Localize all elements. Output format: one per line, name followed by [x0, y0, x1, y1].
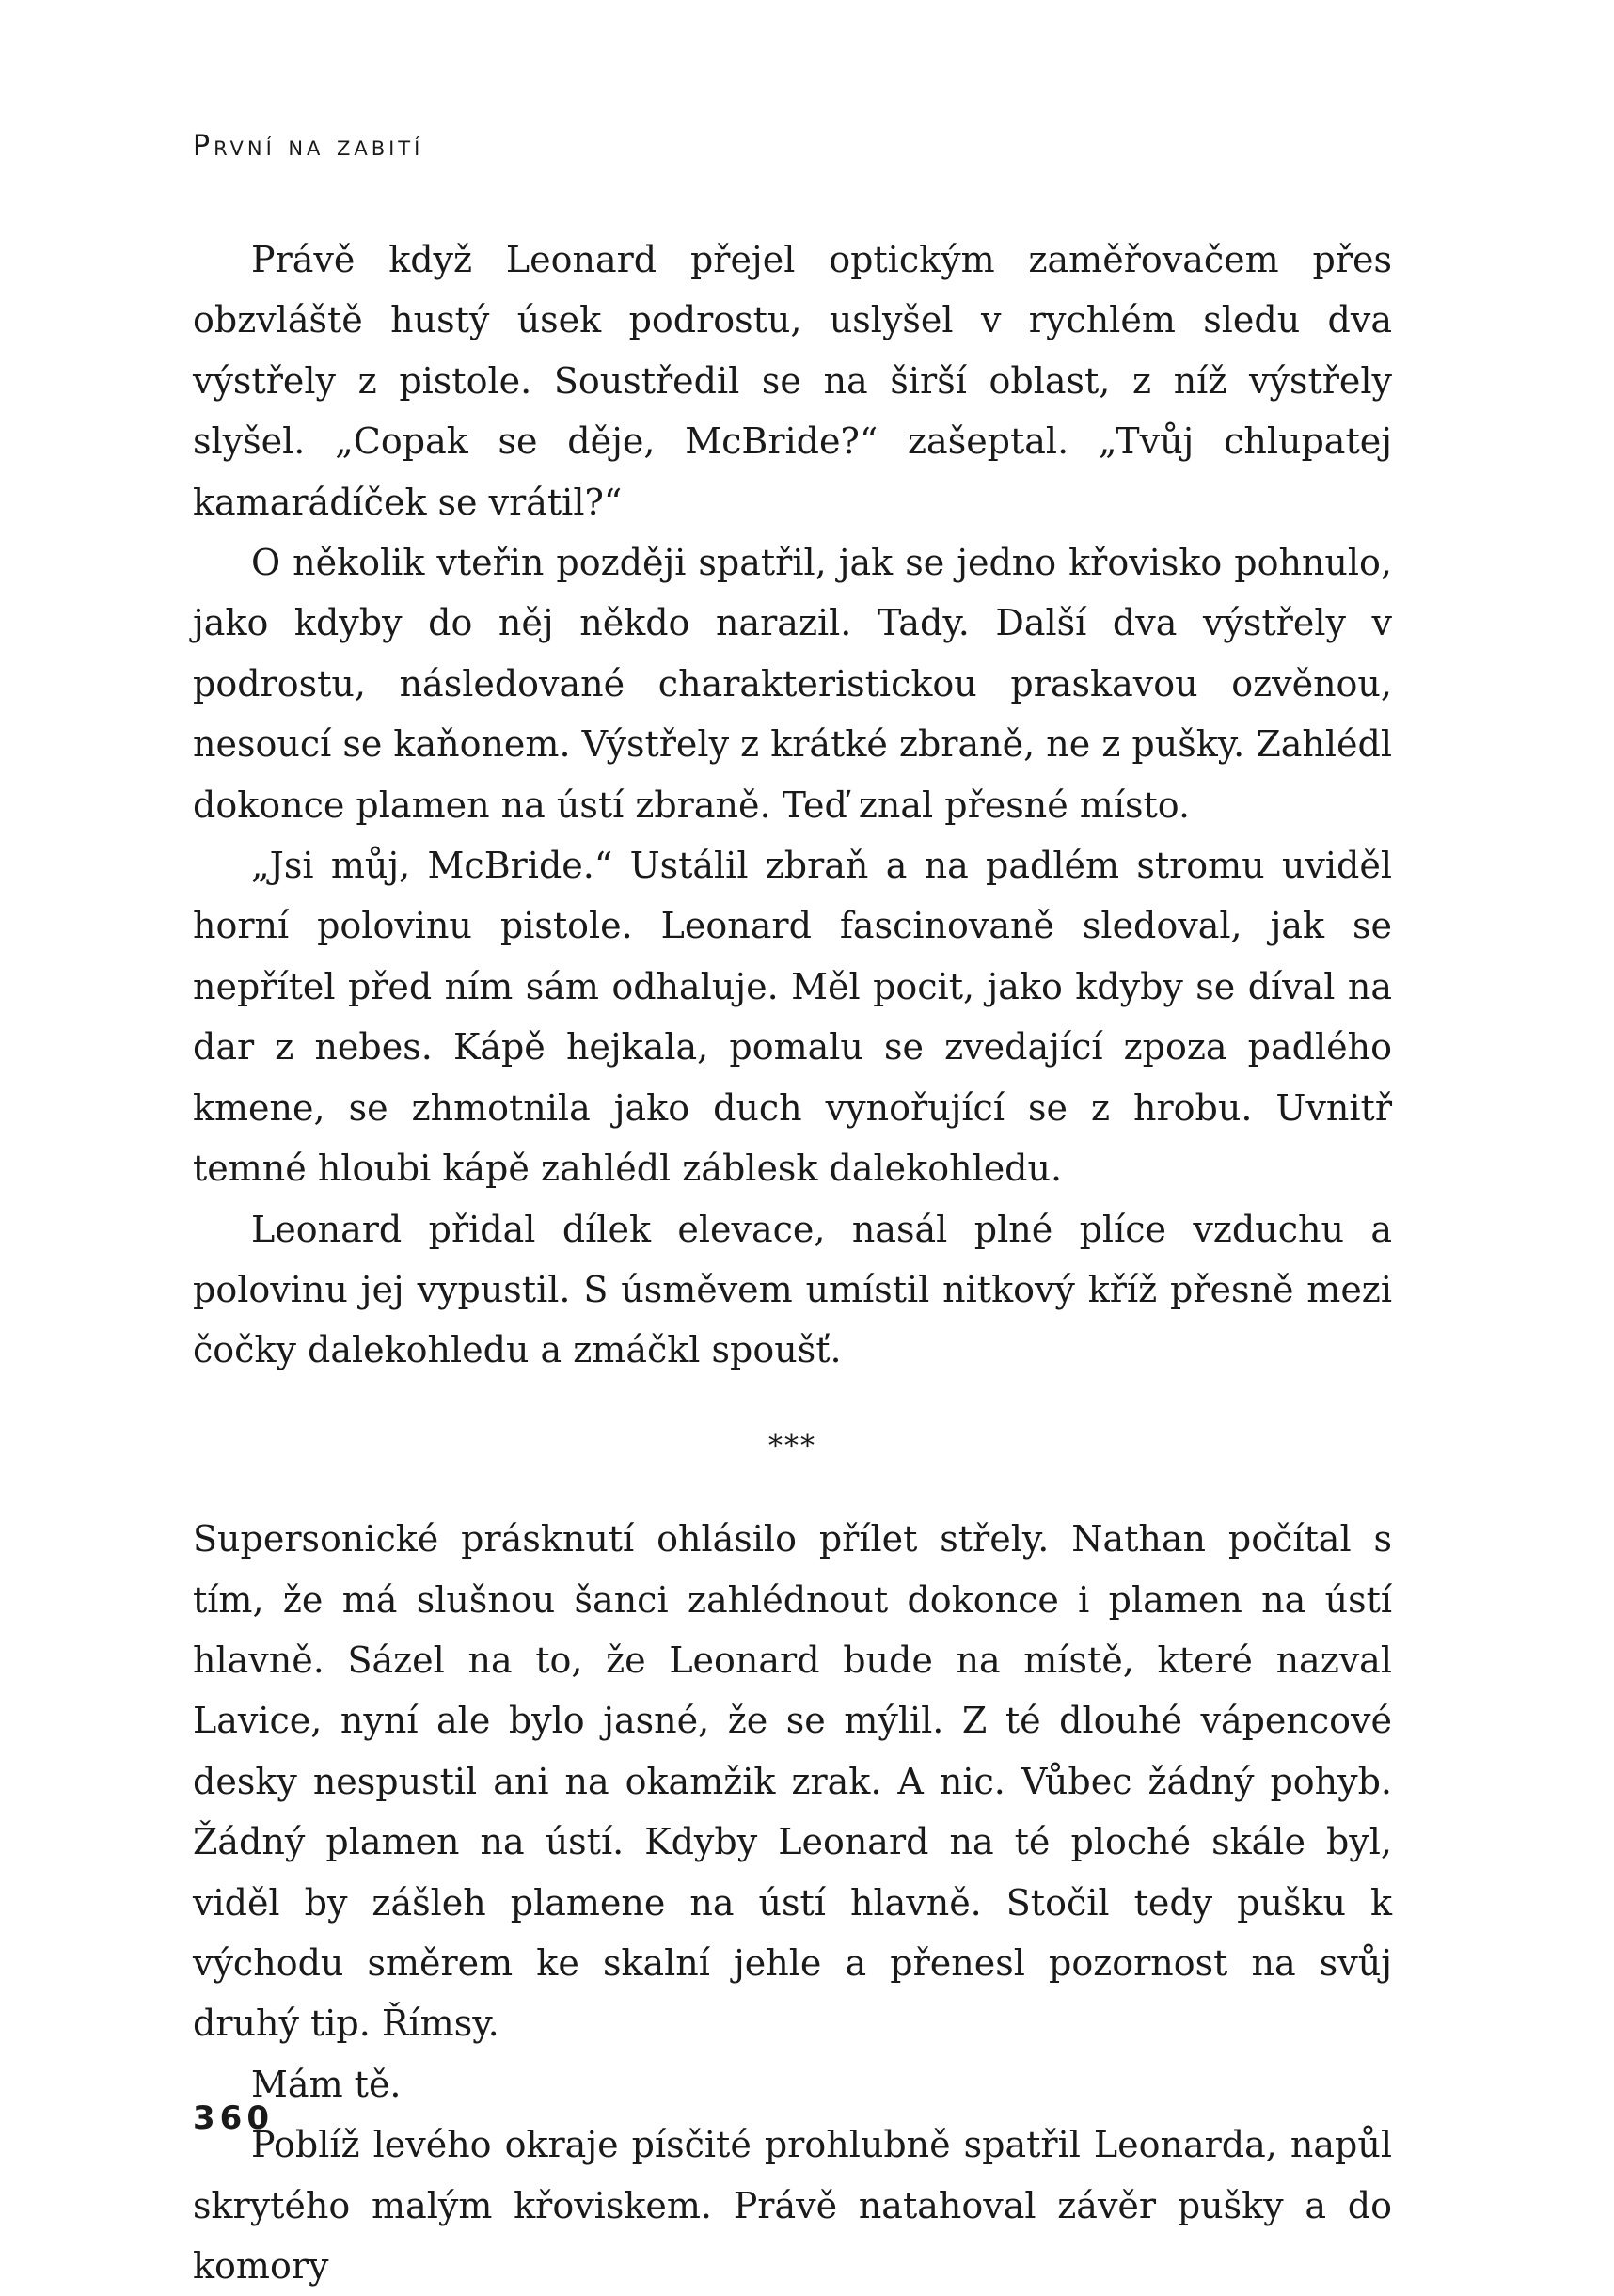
page-number: 360	[193, 2099, 274, 2137]
paragraph: O několik vteřin později spatřil, jak se jedno křovisko pohnulo, jako kdyby do něj někdo narazil. Tady. Další dva výstřely v podrostu, následované charakteristickou praskavou ozvěnou, nesoucí se kaňonem. Výstřely z krátké zbraně, ne z pušky. Zahlédl dokonce plamen na ústí zbraně. Teď znal přesné místo.	[193, 542, 1392, 826]
paragraph: Supersonické prásknutí ohlásilo přílet střely. Nathan počítal s tím, že má slušnou šanci zahlédnout dokonce i plamen na ústí hlavně. Sázel na to, že Leonard bude na místě, které nazval Lavice, nyní ale bylo jasné, že se mýlil. Z té dlouhé vápencové desky nespustil ani na okamžik zrak. A nic. Vůbec žádný pohyb. Žádný plamen na ústí. Kdyby Leonard na té ploché skále byl, viděl by zášleh plamene na ústí hlavně. Stočil tedy pušku k východu směrem ke skalní jehle a přenesl pozornost na svůj druhý tip. Římsy.	[193, 1518, 1392, 2045]
body-text	[193, 230, 1392, 2296]
paragraph: Právě když Leonard přejel optickým zaměřovačem přes obzvláště hustý úsek podrostu, uslyšel v rychlém sledu dva výstřely z pistole. Soustředil se na širší oblast, z níž výstřely slyšel. „Copak se děje, McBride?“ zašeptal. „Tvůj chlupatej kamarádíček se vrátil?“	[193, 239, 1392, 523]
section-separator: ***	[768, 1429, 816, 1463]
running-head: První na zabití	[193, 130, 424, 163]
paragraph: Mám tě.	[251, 2063, 402, 2105]
paragraph: Leonard přidal dílek elevace, nasál plné plíce vzduchu a polovinu jej vypustil. S úsměvem umístil nitkový kříž přesně mezi čočky dalekohledu a zmáčkl spoušť.	[193, 1208, 1392, 1371]
paragraph: Poblíž levého okraje písčité prohlubně spatřil Leonarda, napůl skrytého malým křoviskem. Právě natahoval závěr pušky a do komory	[193, 2124, 1392, 2287]
paragraph: „Jsi můj, McBride.“ Ustálil zbraň a na padlém stromu uviděl horní polovinu pistole. Leonard fascinovaně sledoval, jak se nepřítel před ním sám odhaluje. Měl pocit, jako kdyby se díval na dar z nebes. Kápě hejkala, pomalu se zvedající zpoza padlého kmene, se zhmotnila jako duch vynořující se z hrobu. Uvnitř temné hloubi kápě zahlédl záblesk dalekohledu.	[193, 845, 1392, 1190]
